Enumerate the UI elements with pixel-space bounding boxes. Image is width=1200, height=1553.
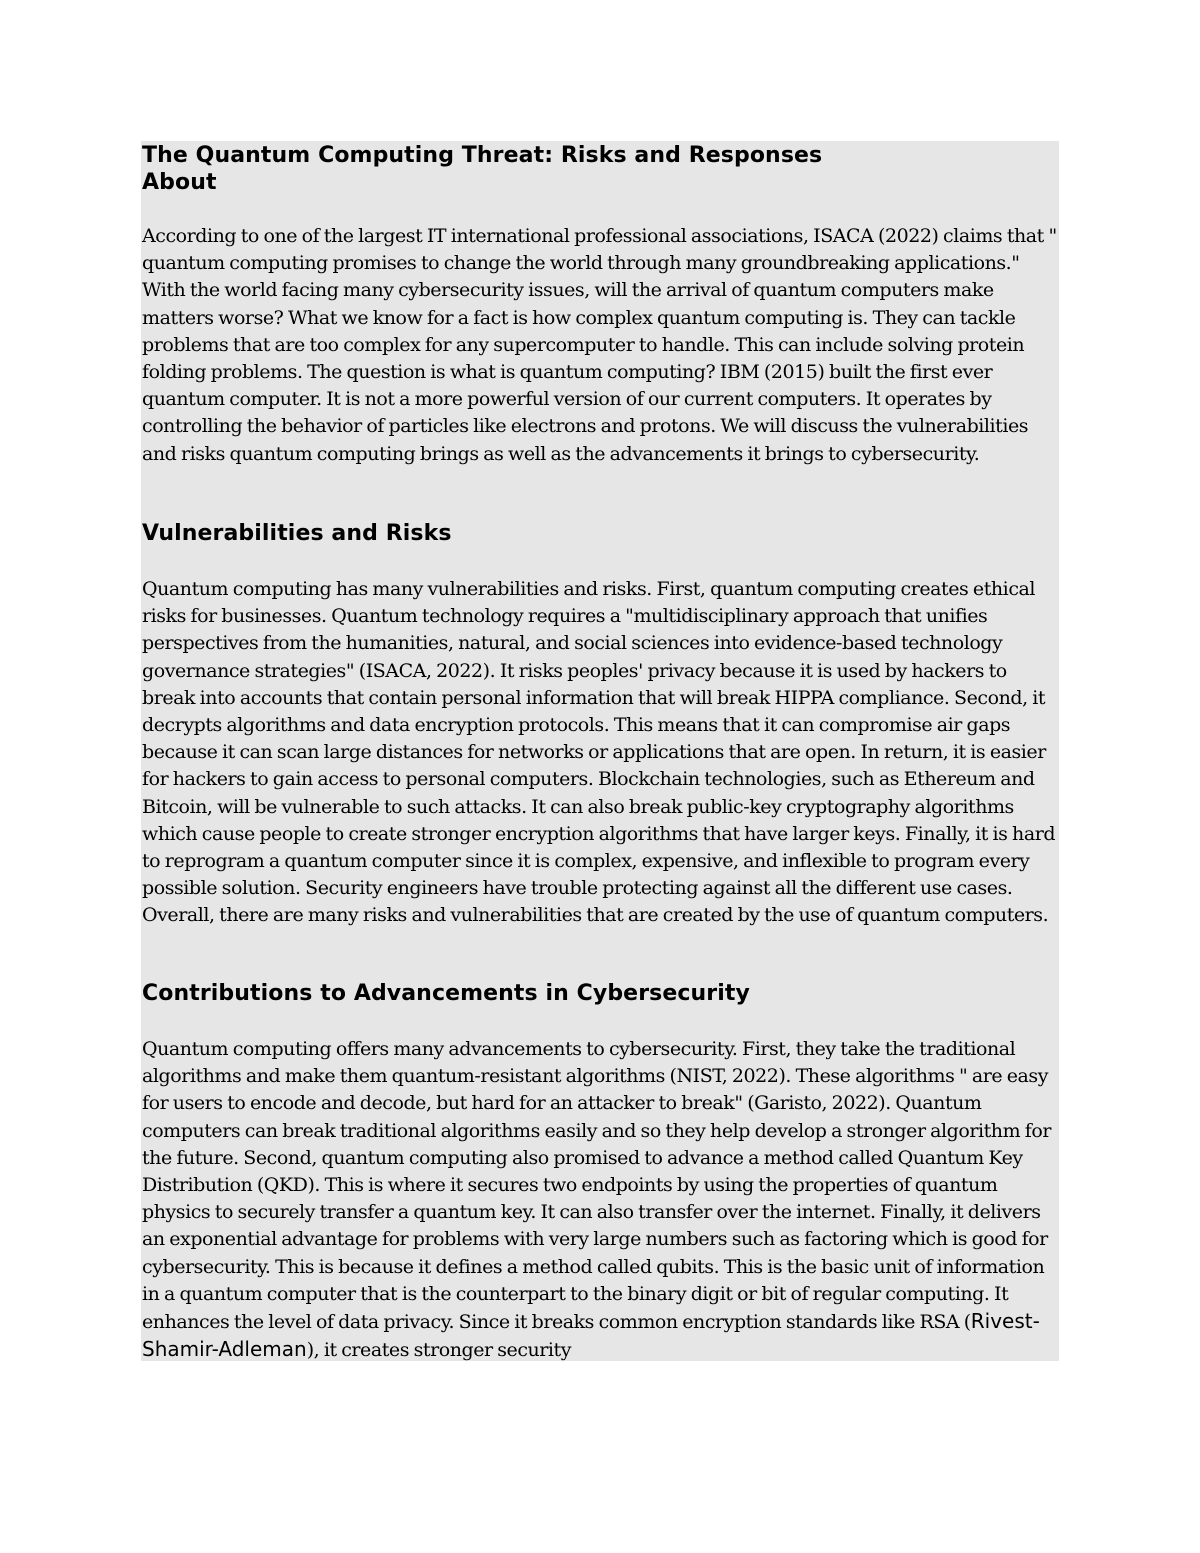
contributions-paragraph-end: ), it creates stronger security	[306, 1339, 572, 1361]
document-title: The Quantum Computing Threat: Risks and Responses	[142, 143, 823, 168]
vulnerabilities-paragraph: Quantum computing has many vulnerabilities and risks. First, quantum computing creates ethical risks for businesses. Quantum technology requires a "multidisciplinary approach that unifies perspectives from the humanities, natural, and social sciences into evidence-based technology governance strategies" (ISACA, 2022). It risks peoples' privacy because it is used by hackers to break into accounts that contain personal information that will break HIPPA compliance. Second, it decrypts algorithms and data encryption protocols. This means that it can compromise air gaps because it can scan large distances for networks or applications that are open. In return, it is easier for hackers to gain access to personal computers. Blockchain technologies, such as Ethereum and Bitcoin, will be vulnerable to such attacks. It can also break public-key cryptography algorithms which cause people to create stronger encryption algorithms that have larger keys. Finally, it is hard to reprogram a quantum computer since it is complex, expensive, and inflexible to program every possible solution. Security engineers have trouble protecting against all the different use cases. Overall, there are many risks and vulnerabilities that are created by the use of quantum computers.	[142, 578, 1056, 927]
contributions-heading: Contributions to Advancements in Cybersecurity	[142, 981, 750, 1006]
vulnerabilities-heading: Vulnerabilities and Risks	[142, 521, 452, 546]
contributions-paragraph	[142, 1036, 1059, 1361]
rsa-term: Rivest-Shamir-Adleman	[142, 1309, 1040, 1361]
intro-paragraph: According to one of the largest IT international professional associations, ISACA (2022) claims that " quantum computing promises to change the world through many groundbreaking applications." With the world facing many cybersecurity issues, will the arrival of quantum computers make matters worse? What we know for a fact is how complex quantum computing is. They can tackle problems that are too complex for any supercomputer to handle. This can include solving protein folding problems. The question is what is quantum computing? IBM (2015) built the first ever quantum computer. It is not a more powerful version of our current computers. It operates by controlling the behavior of particles like electrons and protons. We will discuss the vulnerabilities and risks quantum computing brings as well as the advancements it brings to cybersecurity.	[142, 225, 1057, 465]
title-block	[142, 142, 1058, 196]
document-content	[141, 141, 1059, 1361]
contributions-paragraph-start: Quantum computing offers many advancements to cybersecurity. First, they take the traditional algorithms and make them quantum-resistant algorithms (NIST, 2022). These algorithms " are easy for users to encode and decode, but hard for an attacker to break" (Garisto, 2022). Quantum computers can break traditional algorithms easily and so they help develop a stronger algorithm for the future. Second, quantum computing also promised to advance a method called Quantum Key Distribution (QKD). This is where it secures two endpoints by using the properties of quantum physics to securely transfer a quantum key. It can also transfer over the internet. Finally, it delivers an exponential advantage for problems with very large numbers such as factoring which is good for cybersecurity. This is because it defines a method called qubits. This is the basic unit of information in a quantum computer that is the counterpart to the binary digit or bit of regular computing. It enhances the level of data privacy. Since it breaks common encryption standards like RSA (	[142, 1038, 1051, 1334]
about-heading: About	[142, 170, 217, 195]
